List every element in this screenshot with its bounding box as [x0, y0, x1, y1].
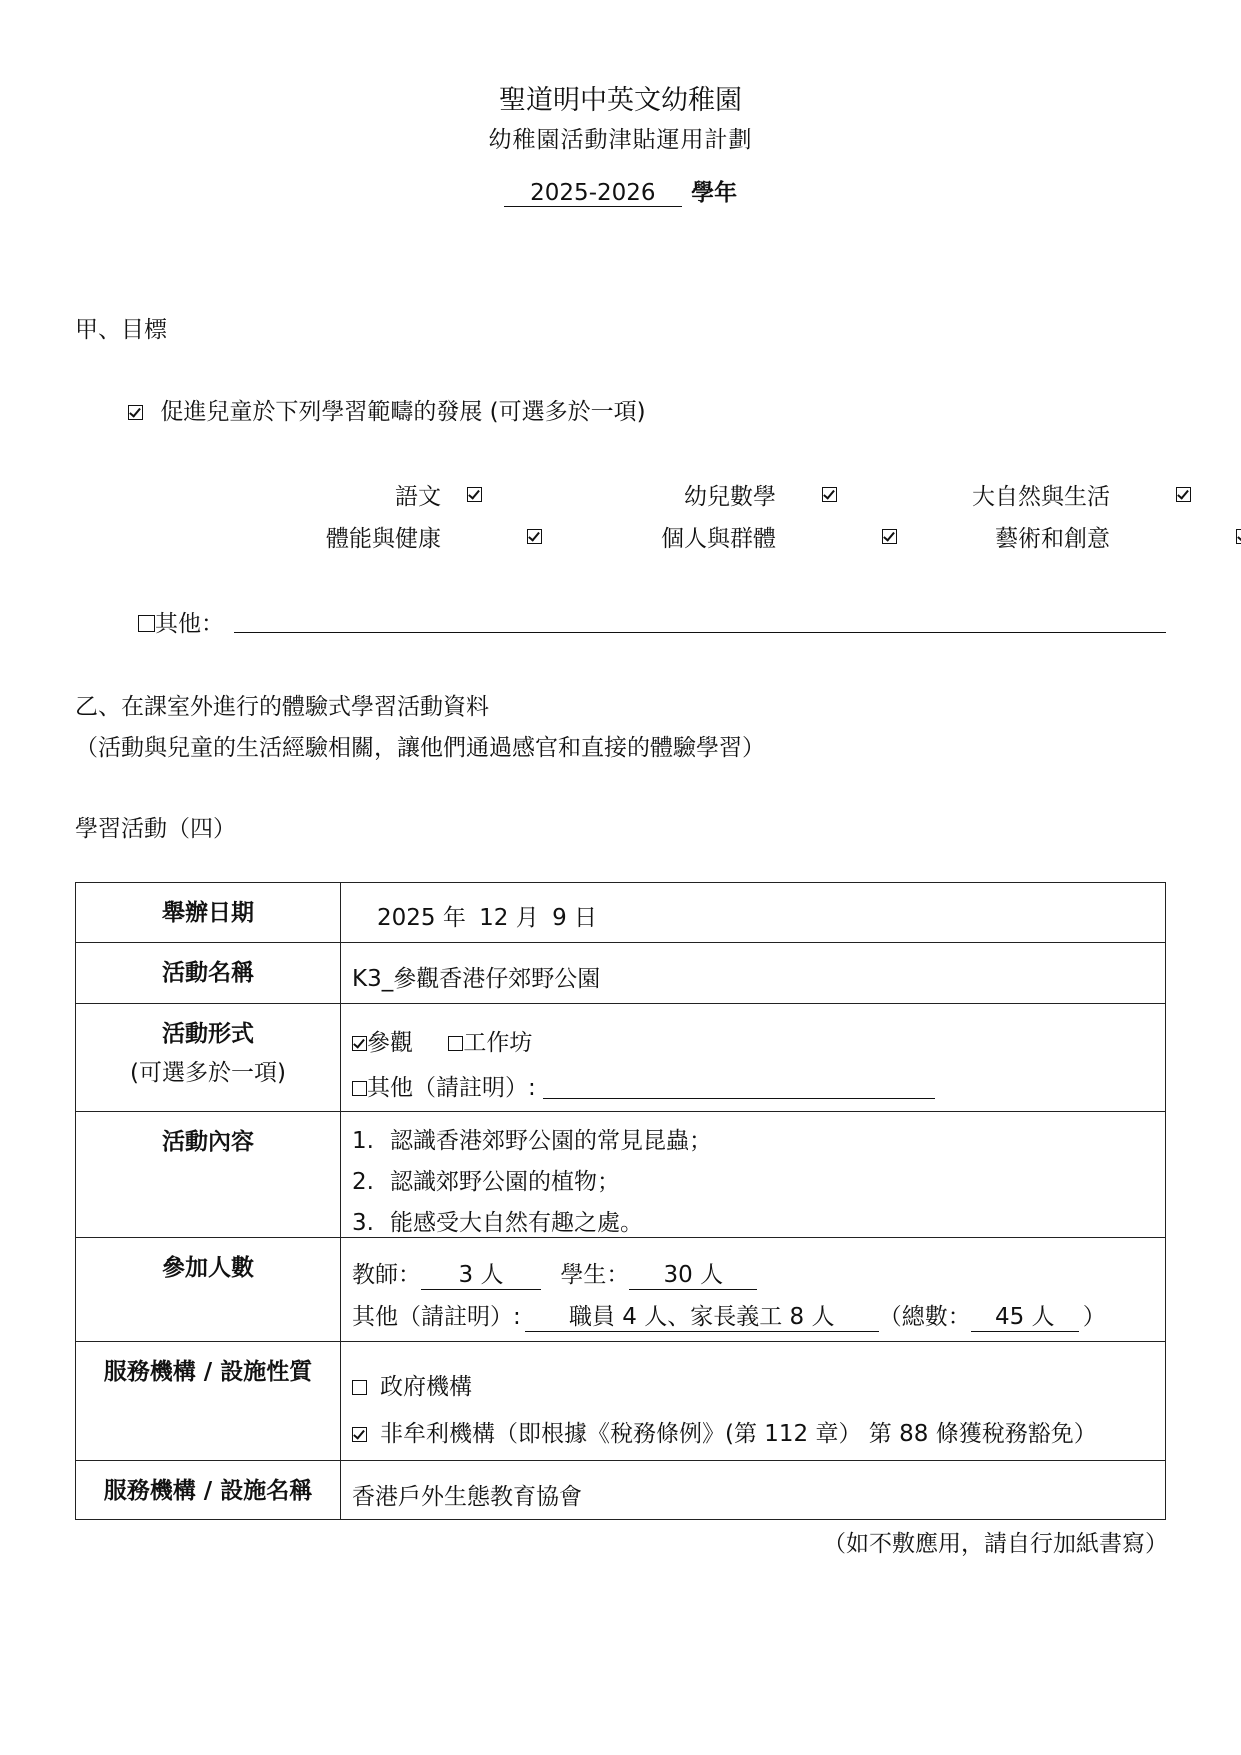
format-label: 活動形式 (可選多於一項): [76, 1004, 341, 1112]
table-row: [76, 943, 1166, 1004]
org-label: 服務機構 / 設施名稱: [76, 1461, 341, 1520]
table-row: [76, 1461, 1166, 1520]
area-item: 幼兒數學: [684, 484, 776, 510]
school-year-suffix: 學年: [691, 180, 738, 206]
others-count: 職員 4 人、家長義工 8 人: [525, 1298, 879, 1332]
area-item: 藝術和創意: [995, 526, 1110, 552]
date-value: 2025 年 12 月 9 日: [341, 883, 1166, 943]
participants-value: 教師： 3 人 學生： 30 人 其他（請註明）: 職員 4 人、家長義工 8 人 （總數： 45 人 ）: [341, 1238, 1166, 1342]
content-value: [341, 1112, 1166, 1238]
date-label: 舉辦日期: [76, 883, 341, 943]
other-line[interactable]: [234, 632, 1166, 633]
other-label: 其他：: [155, 611, 224, 637]
format-visit-checkbox[interactable]: [352, 1036, 367, 1051]
section-b-heading: 乙、在課室外進行的體驗式學習活動資料: [75, 694, 489, 720]
section-b-subheading: （活動與兒童的生活經驗相關，讓他們通過感官和直接的體驗學習）: [75, 735, 765, 761]
table-row: [76, 1112, 1166, 1238]
content-label: 活動內容: [76, 1112, 341, 1238]
list-item: 3. 能感受大自然有趣之處。: [352, 1210, 643, 1236]
plan-title: 幼稚園活動津貼運用計劃: [488, 127, 753, 153]
format-other-line[interactable]: [543, 1076, 935, 1099]
area-item: 體能與健康: [326, 526, 441, 552]
table-row: [76, 1342, 1166, 1461]
format-workshop-checkbox[interactable]: [448, 1036, 463, 1051]
table-row: [76, 1238, 1166, 1342]
name-value: K3_參觀香港仔郊野公園: [341, 943, 1166, 1004]
other-row: [138, 605, 224, 638]
area-checkbox[interactable]: [527, 529, 542, 544]
area-checkbox[interactable]: [1236, 529, 1241, 544]
school-year-value: 2025-2026: [504, 180, 682, 207]
nature-npo-checkbox[interactable]: [352, 1427, 367, 1442]
nature-value: 政府機構 非牟利機構（即根據《稅務條例》(第 112 章） 第 88 條獲稅務豁免）: [341, 1342, 1166, 1461]
list-item: 1. 認識香港郊野公園的常見昆蟲；: [352, 1128, 712, 1154]
nature-label: 服務機構 / 設施性質: [76, 1342, 341, 1461]
school-year: [0, 174, 1241, 207]
objective-checkbox[interactable]: [128, 405, 143, 420]
org-value: 香港戶外生態教育協會: [341, 1461, 1166, 1520]
area-checkbox[interactable]: [822, 487, 837, 502]
format-value: 參觀 工作坊 其他（請註明）:: [341, 1004, 1166, 1112]
total-count: 45 人: [971, 1298, 1079, 1332]
list-item: 2. 認識郊野公園的植物；: [352, 1169, 620, 1195]
area-checkbox[interactable]: [1176, 487, 1191, 502]
section-a-heading: 甲、目標: [75, 317, 167, 343]
other-checkbox[interactable]: [138, 615, 155, 632]
students-count: 30 人: [629, 1256, 757, 1290]
area-checkbox[interactable]: [467, 487, 482, 502]
footer-note: （如不敷應用，請自行加紙書寫）: [823, 1531, 1168, 1557]
area-item: 語文: [395, 484, 441, 510]
area-item: 個人與群體: [661, 526, 776, 552]
objective-text: 促進兒童於下列學習範疇的發展 (可選多於一項): [160, 399, 646, 425]
name-label: 活動名稱: [76, 943, 341, 1004]
format-other-checkbox[interactable]: [352, 1081, 367, 1096]
participants-label: 參加人數: [76, 1238, 341, 1342]
activity-title: 學習活動（四）: [75, 816, 236, 842]
nature-gov-checkbox[interactable]: [352, 1380, 367, 1395]
activity-table: [75, 882, 1166, 1520]
area-item: 大自然與生活: [972, 484, 1110, 510]
teachers-count: 3 人: [421, 1256, 541, 1290]
school-name: 聖道明中英文幼稚園: [499, 85, 742, 116]
objective-row: [128, 393, 646, 426]
table-row: [76, 1004, 1166, 1112]
area-checkbox[interactable]: [882, 529, 897, 544]
table-row: [76, 883, 1166, 943]
